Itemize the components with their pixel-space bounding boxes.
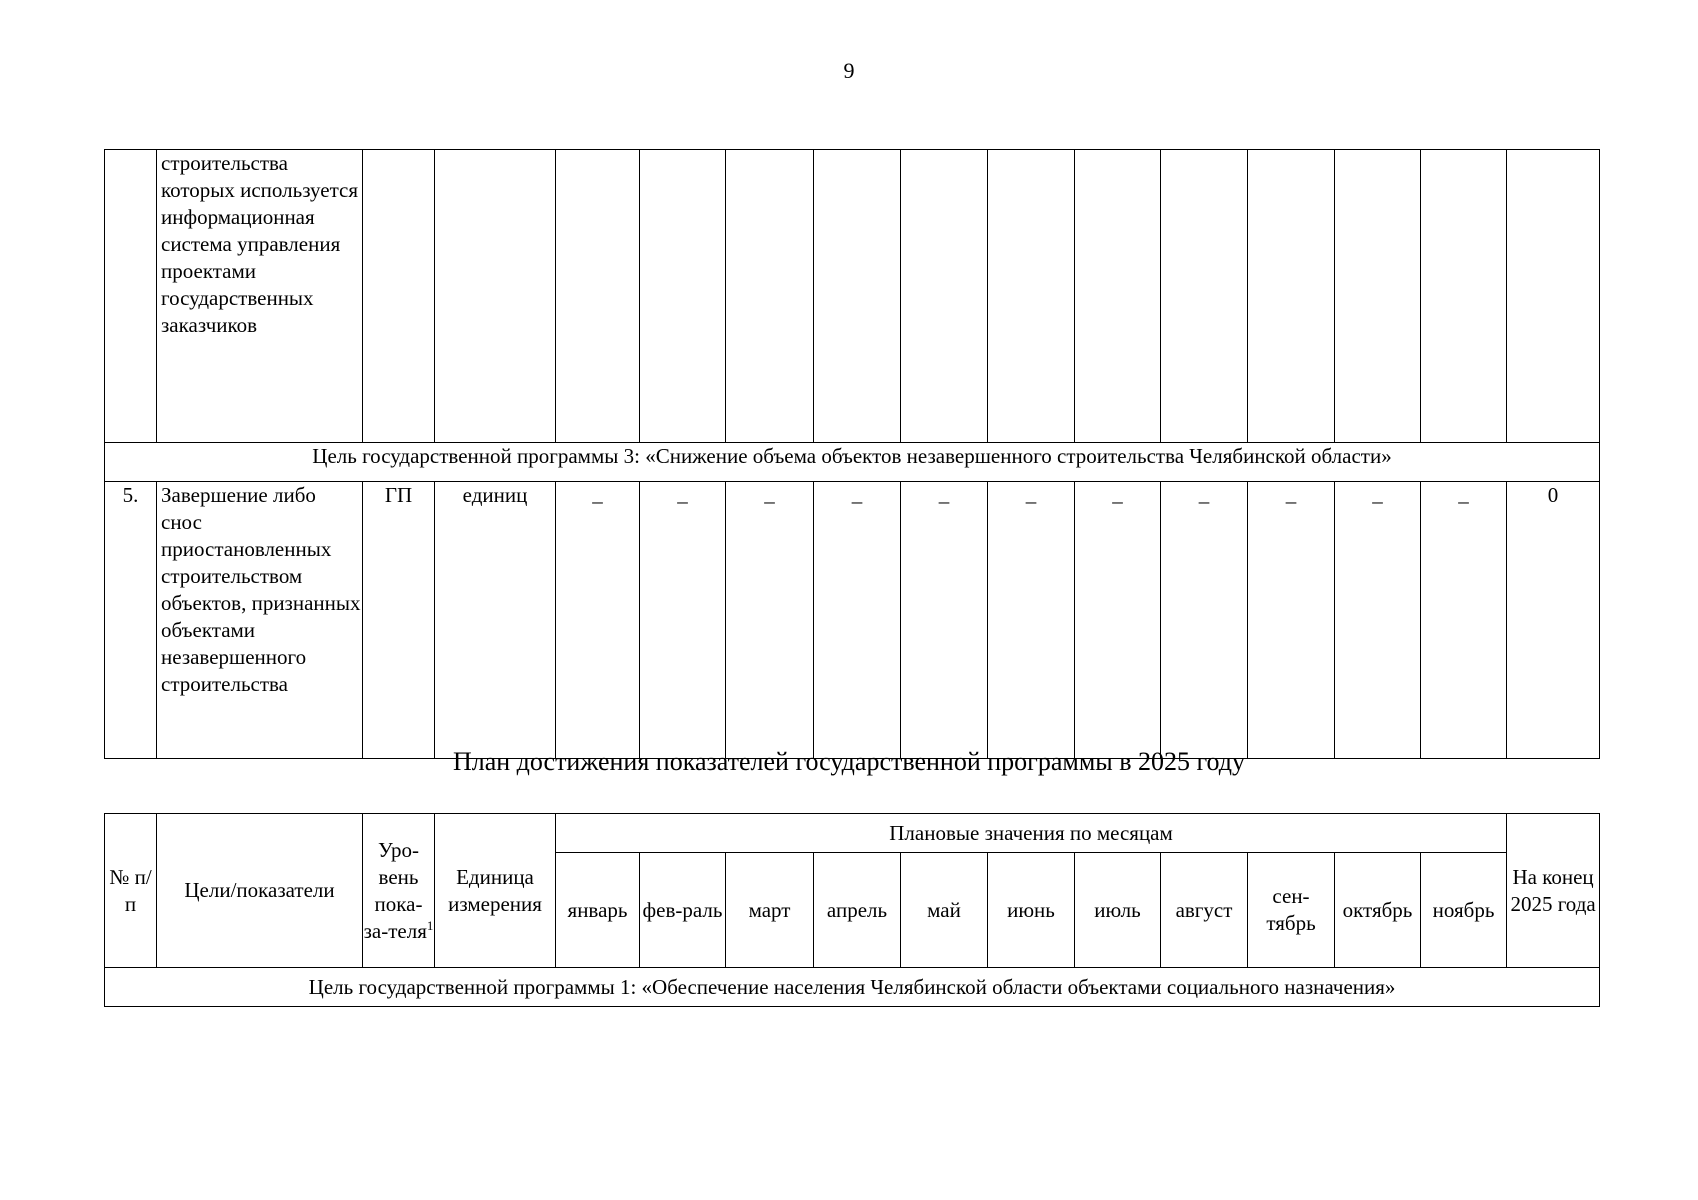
month-cell — [1161, 150, 1248, 443]
page-number: 9 — [843, 58, 855, 83]
month-cell — [1421, 150, 1507, 443]
level-header: Уро-вень пока-за-теля$^1$ — [363, 814, 435, 968]
month-header: октябрь — [1335, 853, 1421, 968]
indicator-cell: Завершение либо снос приостановленных строительством объектов, признанных объектами незавершенного строительства — [157, 482, 363, 759]
month-cell: – — [1421, 482, 1507, 759]
level-cell: ГП — [363, 482, 435, 759]
goal-3-heading: Цель государственной программы 3: «Снижение объема объектов незавершенного строительства Челябинской области» — [105, 443, 1600, 482]
month-cell: – — [988, 482, 1075, 759]
month-cell: – — [1161, 482, 1248, 759]
month-cell: – — [726, 482, 814, 759]
number-cell: 5. — [105, 482, 157, 759]
month-header: январь — [556, 853, 640, 968]
monthly-values-header: Плановые значения по месяцам — [556, 814, 1507, 853]
month-cell: – — [640, 482, 726, 759]
unit-cell: единиц — [435, 482, 556, 759]
table-row — [105, 482, 1600, 759]
indicators-table-continued — [104, 149, 1600, 759]
month-header: ноябрь — [1421, 853, 1507, 968]
month-cell — [1335, 150, 1421, 443]
end-value-cell — [1507, 150, 1600, 443]
month-header: май — [901, 853, 988, 968]
month-cell: – — [814, 482, 901, 759]
month-cell — [814, 150, 901, 443]
month-header: июнь — [988, 853, 1075, 968]
month-cell — [901, 150, 988, 443]
header-row — [105, 814, 1600, 853]
number-cell — [105, 150, 157, 443]
month-header: сен-тябрь — [1248, 853, 1335, 968]
goal-row — [105, 968, 1600, 1007]
number-header: № п/п — [105, 814, 157, 968]
plan-title: План достижения показателей государственной программы в 2025 году — [452, 747, 1246, 776]
month-cell: – — [1248, 482, 1335, 759]
level-cell — [363, 150, 435, 443]
month-cell — [1248, 150, 1335, 443]
month-header: июль — [1075, 853, 1161, 968]
goals-header: Цели/показатели — [157, 814, 363, 968]
month-cell: – — [1335, 482, 1421, 759]
unit-header: Единица измерения — [435, 814, 556, 968]
month-cell — [556, 150, 640, 443]
goal-row — [105, 443, 1600, 482]
month-cell — [640, 150, 726, 443]
month-cell: – — [556, 482, 640, 759]
plan-table — [104, 813, 1600, 1007]
month-cell — [1075, 150, 1161, 443]
month-cell: – — [1075, 482, 1161, 759]
month-cell — [988, 150, 1075, 443]
end-of-year-header: На конец 2025 года — [1507, 814, 1600, 968]
month-header: фев-раль — [640, 853, 726, 968]
goal-1-heading: Цель государственной программы 1: «Обеспечение населения Челябинской области объектами социального назначения» — [105, 968, 1600, 1007]
month-cell — [726, 150, 814, 443]
month-cell: – — [901, 482, 988, 759]
table-row — [105, 150, 1600, 443]
month-header: март — [726, 853, 814, 968]
indicator-cell: строительства которых используется информационная система управления проектами государственных заказчиков — [157, 150, 363, 443]
month-header: апрель — [814, 853, 901, 968]
month-header: август — [1161, 853, 1248, 968]
end-value-cell: 0 — [1507, 482, 1600, 759]
unit-cell — [435, 150, 556, 443]
